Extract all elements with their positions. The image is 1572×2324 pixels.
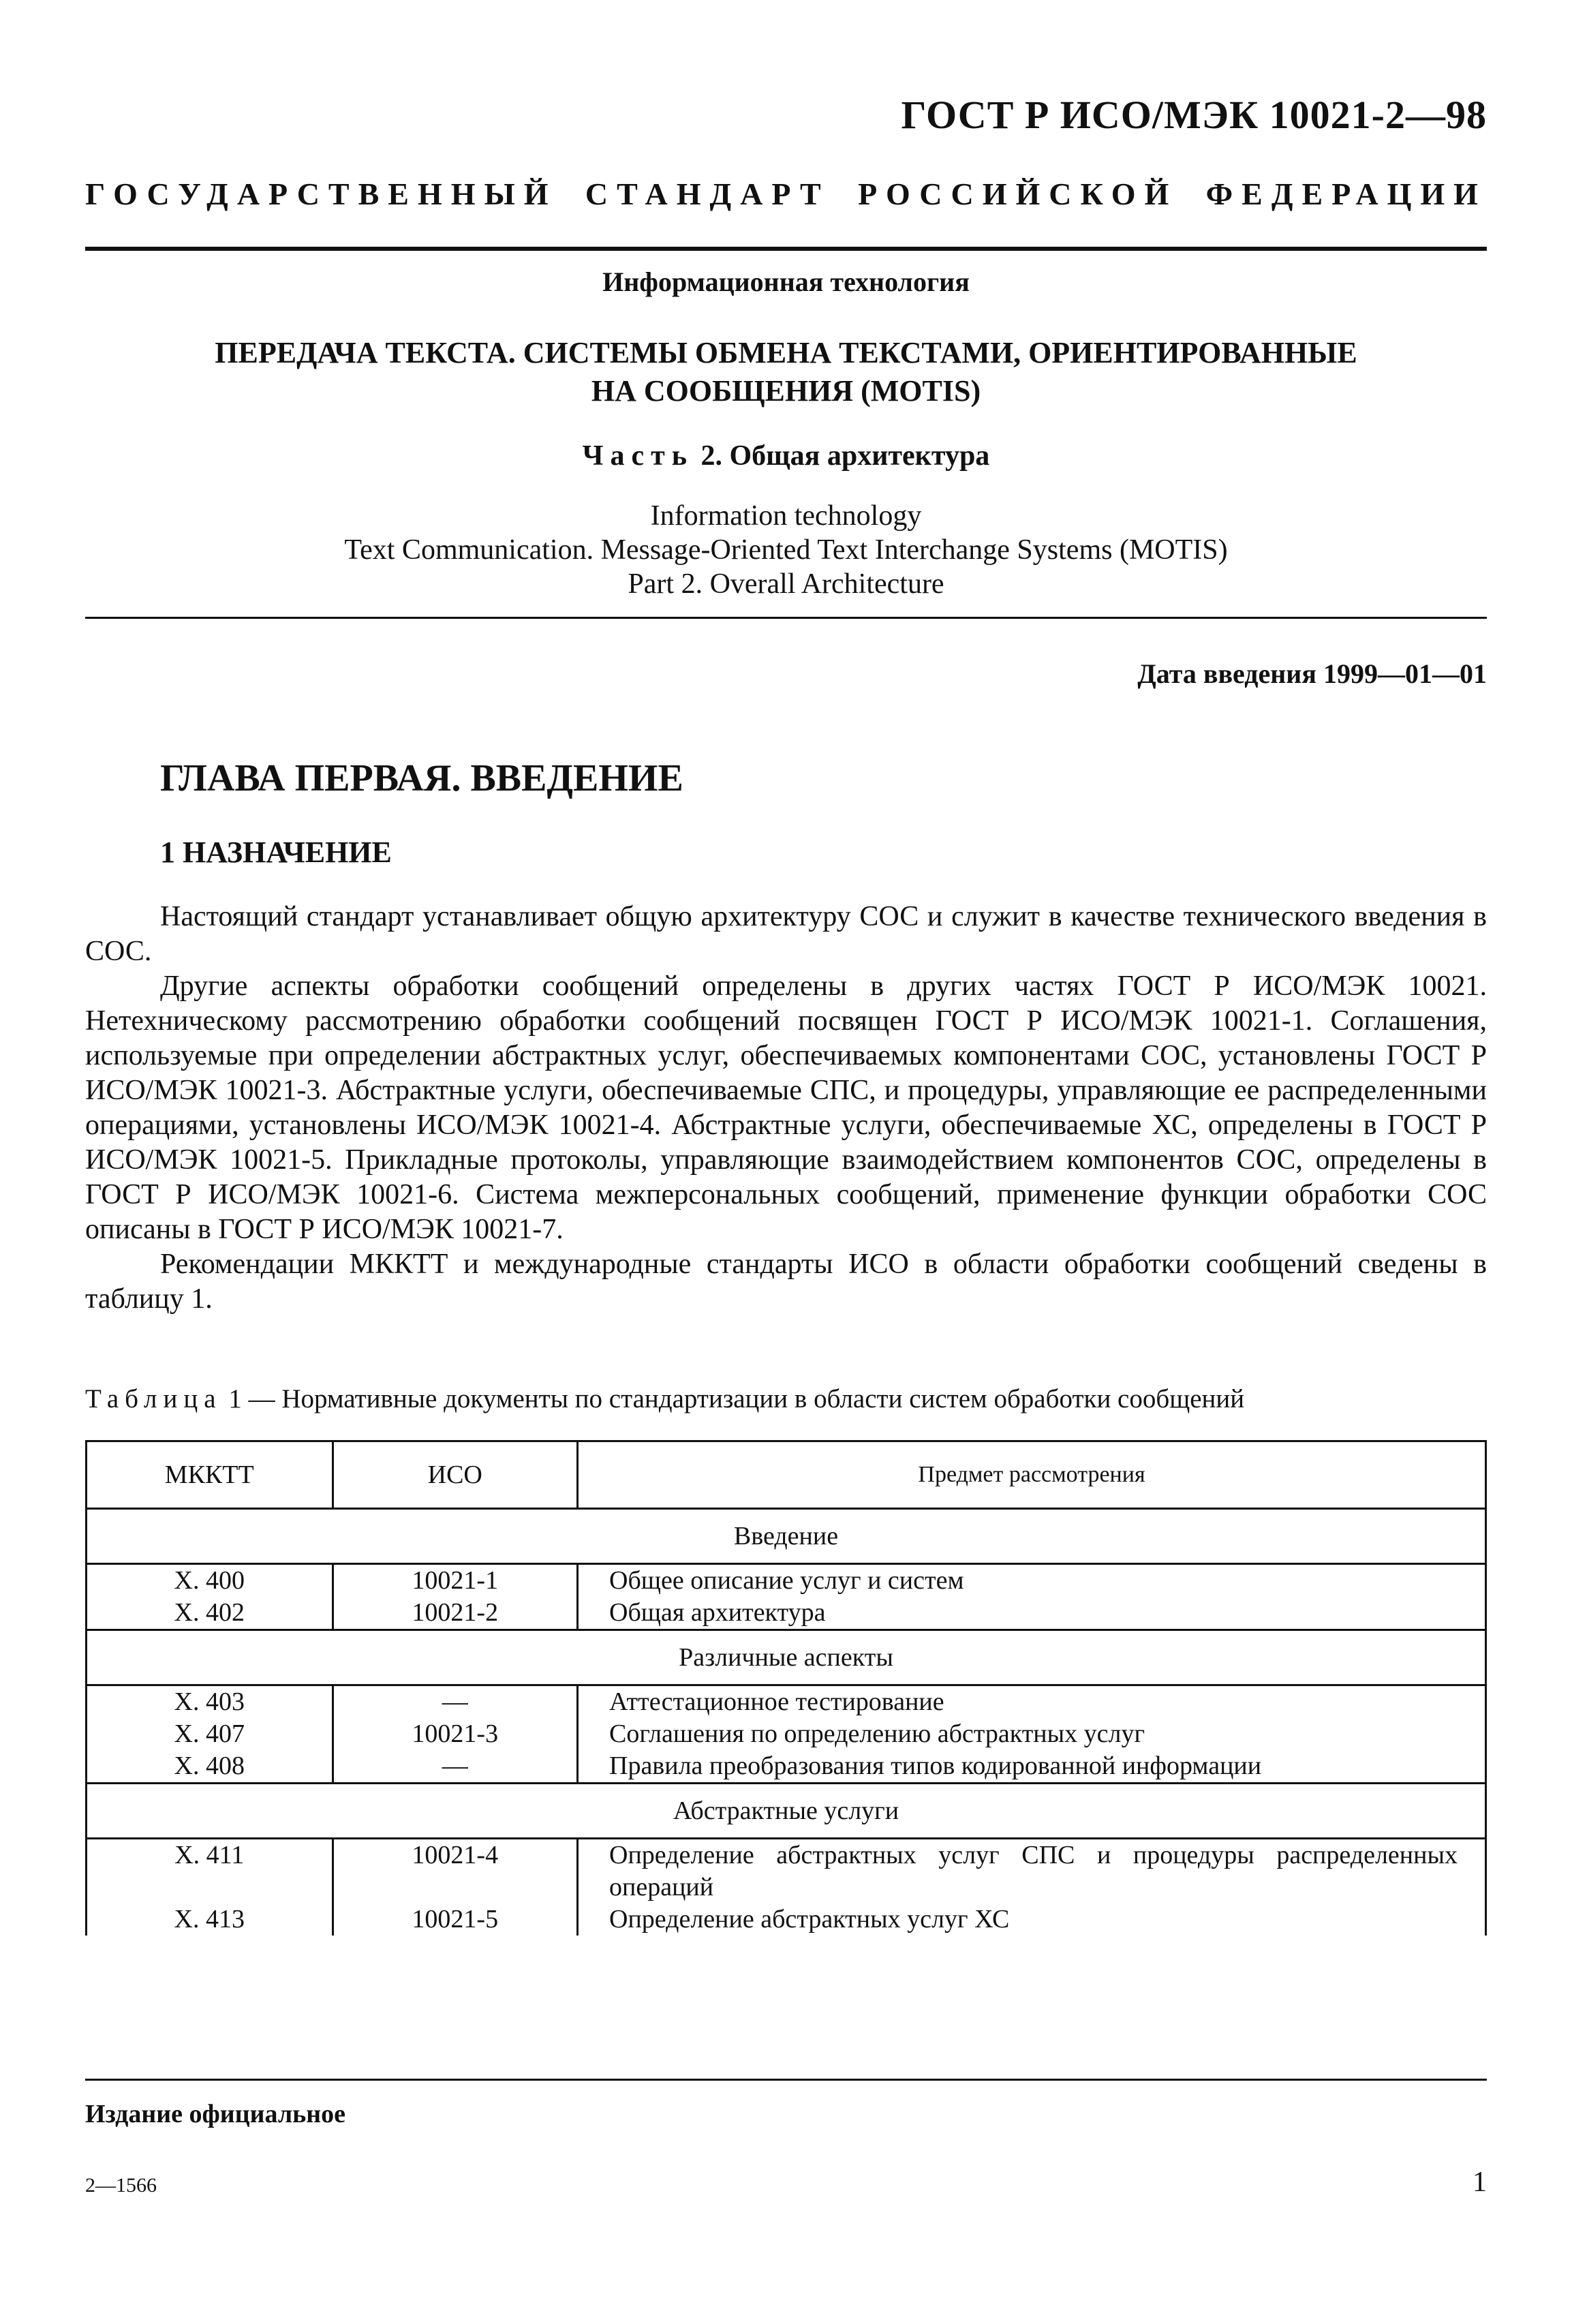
table-group-row [87, 1784, 1486, 1839]
footer-divider [85, 2079, 1487, 2081]
mkktt-value: X. 407 [174, 1719, 245, 1748]
group-label: Различные аспекты [87, 1630, 1486, 1685]
normative-documents-table [85, 1440, 1487, 1936]
paragraph: Рекомендации МККТТ и международные стандарты ИСО в области обработки сообщений сведены в таблицу 1. [85, 1249, 1487, 1315]
spacer [87, 1871, 332, 1903]
subject-value: Определение абстрактных услуг СПС и процедуры распределенных операций [609, 1841, 1458, 1901]
iso-value: 10021-2 [412, 1598, 499, 1627]
body-text [85, 900, 1487, 1317]
part-title [85, 440, 1487, 472]
title-line: ПЕРЕДАЧА ТЕКСТА. СИСТЕМЫ ОБМЕНА ТЕКСТАМИ, ОРИЕНТИРОВАННЫЕ [215, 336, 1357, 369]
part-name: 2. Общая архитектура [700, 440, 990, 472]
column-header-mkktt: МККТТ [87, 1441, 333, 1509]
iso-value: 10021-3 [412, 1719, 499, 1748]
document-subtitle: Информационная технология [602, 266, 970, 297]
group-label: Абстрактные услуги [87, 1784, 1486, 1839]
table-header-row [87, 1441, 1486, 1509]
table-row [87, 1839, 1486, 1936]
mkktt-value: X. 413 [174, 1905, 245, 1933]
group-label: Введение [87, 1509, 1486, 1564]
chapter-heading: ГЛАВА ПЕРВАЯ. ВВЕДЕНИЕ [160, 757, 683, 799]
state-header-word: ФЕДЕРАЦИИ [1205, 177, 1487, 211]
introduction-date: Дата введения 1999—01—01 [1137, 658, 1487, 689]
iso-value: 10021-5 [412, 1905, 499, 1933]
subject-value: Правила преобразования типов кодированной информации [609, 1752, 1262, 1780]
mkktt-cell [87, 1839, 333, 1936]
table-group-row [87, 1509, 1486, 1564]
state-header-word: СТАНДАРТ [585, 177, 830, 211]
table-row [87, 1685, 1486, 1784]
iso-cell [333, 1685, 577, 1784]
iso-cell [333, 1839, 577, 1936]
mkktt-value: X. 411 [174, 1841, 245, 1869]
section-heading: 1 НАЗНАЧЕНИЕ [160, 836, 392, 869]
table-caption-word: Таблица [85, 1384, 222, 1413]
state-header-word: РОССИЙСКОЙ [858, 177, 1178, 211]
subject-value: Соглашения по определению абстрактных услуг [609, 1719, 1145, 1748]
english-title-line: Part 2. Overall Architecture [628, 568, 944, 600]
state-header-word: ГОСУДАРСТВЕННЫЙ [85, 177, 557, 211]
table-row [87, 1564, 1486, 1630]
column-header-iso: ИСО [333, 1441, 577, 1509]
subject-value: Аттестационное тестирование [609, 1687, 944, 1716]
standard-number: ГОСТ Р ИСО/МЭК 10021-2—98 [901, 93, 1487, 137]
document-title [85, 334, 1487, 410]
print-code: 2—1566 [85, 2174, 157, 2197]
iso-value: 10021-4 [412, 1841, 499, 1869]
mkktt-value: X. 400 [174, 1566, 245, 1595]
column-header-subject: Предмет рассмотрения [578, 1441, 1486, 1509]
subject-value: Определение абстрактных услуг ХС [609, 1905, 1010, 1933]
english-title-line: Text Communication. Message-Oriented Text Interchange Systems (MOTIS) [344, 534, 1228, 566]
iso-value: — [442, 1687, 468, 1716]
mkktt-value: X. 402 [174, 1598, 245, 1627]
table-group-row [87, 1630, 1486, 1685]
subject-cell [578, 1685, 1486, 1784]
official-edition: Издание официальное [85, 2100, 346, 2128]
english-title-line: Information technology [650, 500, 922, 532]
paragraph: Настоящий стандарт устанавливает общую архитектуру СОС и служит в качестве технического введения в СОС. [85, 901, 1487, 967]
iso-cell [333, 1564, 577, 1630]
title-divider [85, 617, 1487, 619]
subject-cell [578, 1839, 1486, 1936]
table-caption-text: 1 — Нормативные документы по стандартизации в области систем обработки сообщений [228, 1384, 1245, 1413]
subject-cell [578, 1564, 1486, 1630]
table-caption [85, 1383, 1244, 1414]
subject-value: Общая архитектура [609, 1598, 826, 1627]
subject-value: Общее описание услуг и систем [609, 1566, 964, 1595]
spacer [334, 1871, 576, 1903]
part-word: Часть [582, 440, 694, 472]
english-title [85, 499, 1487, 601]
header-divider [85, 247, 1487, 251]
state-standard-header [85, 176, 1487, 212]
page-number: 1 [1473, 2167, 1487, 2198]
mkktt-value: X. 408 [174, 1752, 245, 1780]
mkktt-cell [87, 1685, 333, 1784]
title-line: НА СООБЩЕНИЯ (MOTIS) [591, 374, 981, 408]
paragraph: Другие аспекты обработки сообщений определены в других частях ГОСТ Р ИСО/МЭК 10021. Нетехническому рассмотрению обработки сообщений посвящен ГОСТ Р ИСО/МЭК 10021-1. Соглашения, используемые при определении абстрактных услуг, обеспечиваемых компонентами СОС, установлены ГОСТ Р ИСО/МЭК 10021-3. Абстрактные услуги, обеспечиваемые СПС, и процедуры, управляющие ее распределенными операциями, установлены ИСО/МЭК 10021-4. Абстрактные услуги, обеспечиваемые ХС, определены в ГОСТ Р ИСО/МЭК 10021-5. Прикладные протоколы, управляющие взаимодействием компонентов СОС, определены в ГОСТ Р ИСО/МЭК 10021-6. Система межперсональных сообщений, применение функции обработки СОС описаны в ГОСТ Р ИСО/МЭК 10021-7. [85, 970, 1487, 1245]
mkktt-cell [87, 1564, 333, 1630]
mkktt-value: X. 403 [174, 1687, 245, 1716]
iso-value: — [442, 1752, 468, 1780]
iso-value: 10021-1 [412, 1566, 499, 1595]
